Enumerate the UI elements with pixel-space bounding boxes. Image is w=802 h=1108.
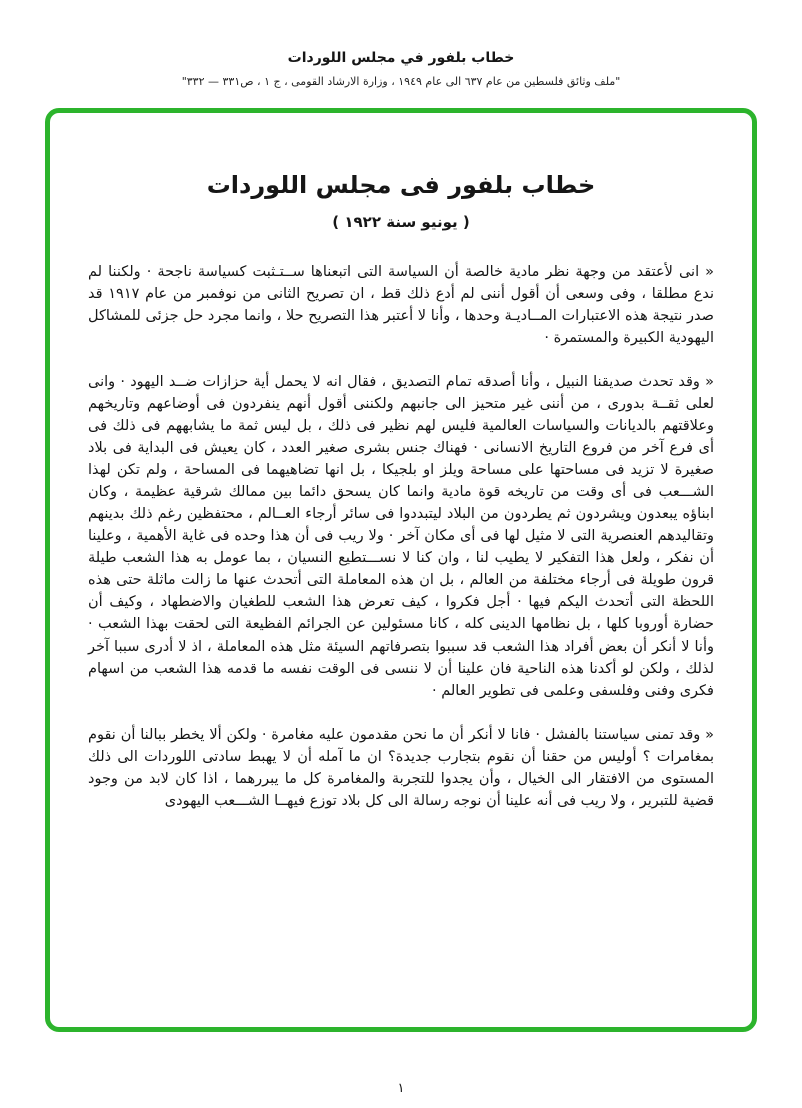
document-title: خطاب بلفور فى مجلس اللوردات [206, 171, 596, 199]
paragraph-1: « انى لأعتقد من وجهة نظر مادية خالصة أن السياسة التى اتبعناها ســتـثبت كسياسة ناجحة · ولكننا لم ندع مطلقا ، وفى وسعى أن أقول أننى لم أدع ذلك قط ، ان تصريح الثانى من نوفمبر من عام ١٩١٧ قد صدر نتيجة هذه الاعتبارات المــاديـة وحدها ، وأنا لا أعتبر هذا التصريح حلا ، وانما مجرد حل جزئى للمشاكل اليهودية الكبيرة والمستمرة · [88, 264, 714, 347]
paragraph-2: « وقد تحدث صديقنا النبيل ، وأنا أصدقه تمام التصديق ، فقال انه لا يحمل أية حزازات ضــد اليهود · وانى لعلى ثقــة بدورى ، من أننى غير متحيز الى جانبهم ولكننى أقول أنهم ينفردون فى أوضاعهم وتاريخهم وعلاقتهم بالديانات والسياسات العالمية فليس لهم نظير فى ذلك ، بل ليس ثمة ما يشابههم فى ذلك فى أى فرع آخر من فروع التاريخ الانسانى · فهناك جنس بشرى صغير العدد ، كان يعيش فى البداية فى بلاد صغيرة لا تزيد فى مساحتها على مساحة ويلز او بلجيكا ، بل انها تضاهيهما فى المساحة ، ولم تكن لهذا الشـــعب فى أى وقت من تاريخه قوة مادية وانما كان يسحق دائما بين ممالك شرقية عظيمة ، وكان ابناؤه يبعدون ويشردون ثم يطردون من البلاد ليتبددوا فى سائر أرجاء العــالم ، محتفظين رغم ذلك بدينهم وتقاليدهم العنصرية التى لا مثيل لها فى أى مكان آخر · ولا ريب فى أن هذا وحده فى غاية الأهمية ، وعلينا أن نفكر ، ولعل هذا التفكير لا يطيب لنا ، وان كنا لا نســـتطيع النسيان ، بما عومل به هذا الشعب طيلة قرون طويلة فى أرجاء مختلفة من العالم ، بل ان هذه المعاملة التى أتحدث عنها ما زالت ماثلة حتى هذه اللحظة التى أتحدث اليكم فيها · أجل فكروا ، كيف تعرض هذا الشعب للطغيان والاضطهاد ، وكيف أن حضارة أوروبا كلها ، بل نظامها الدينى كله ، كانا مسئولين عن الجرائم الفظيعة التى لحقت بهذا الشعب · وأنا لا أنكر أن بعض أفراد هذا الشعب قد سببوا بتصرفاتهم السيئة مثل هذه المعاملة ، اذ لا أدرى سببا آخر لذلك ، ولكن لو أكدنا هذه الناحية فان علينا أن لا ننسى فى الوقت نفسه ما قدمه هذا الشعب من اسهام فكرى وفنى وفلسفى وعلمى فى تطوير العالم · [88, 374, 714, 699]
page-number: ١ [397, 1081, 405, 1096]
document-body [84, 261, 718, 812]
document-subtitle: ( يونيو سنة ١٩٢٢ ) [332, 213, 470, 231]
header-citation: "ملف وثائق فلسطين من عام ٦٣٧ الى عام ١٩٤٩ ، وزارة الارشاد القومى ، ج ١ ، ص٣٣١ — ٣٣٢" [181, 75, 621, 88]
header-title: خطاب بلفور في مجلس اللوردات [287, 50, 515, 66]
page-header [0, 0, 802, 88]
document-frame [45, 108, 757, 1032]
paragraph-3: « وقد تمنى سياستنا بالفشل · فانا لا أنكر أن ما نحن مقدمون عليه مغامرة · ولكن ألا يخطر ببالنا أن نقوم بمغامرات ؟ أوليس من حقنا أن نقوم بتجارب جديدة؟ ان ما آمله أن لا يهبط سادتى اللوردات الى ذلك المستوى من الافتقار الى الخيال ، وأن يجدوا للتجربة والمغامرة كل ما يبررهما ، اذا كان لابد من وجود قضية للتبرير ، ولا ريب فى أنه علينا أن نوجه رسالة الى كل بلاد توزع فيهــا الشـــعب اليهودى [88, 726, 714, 809]
